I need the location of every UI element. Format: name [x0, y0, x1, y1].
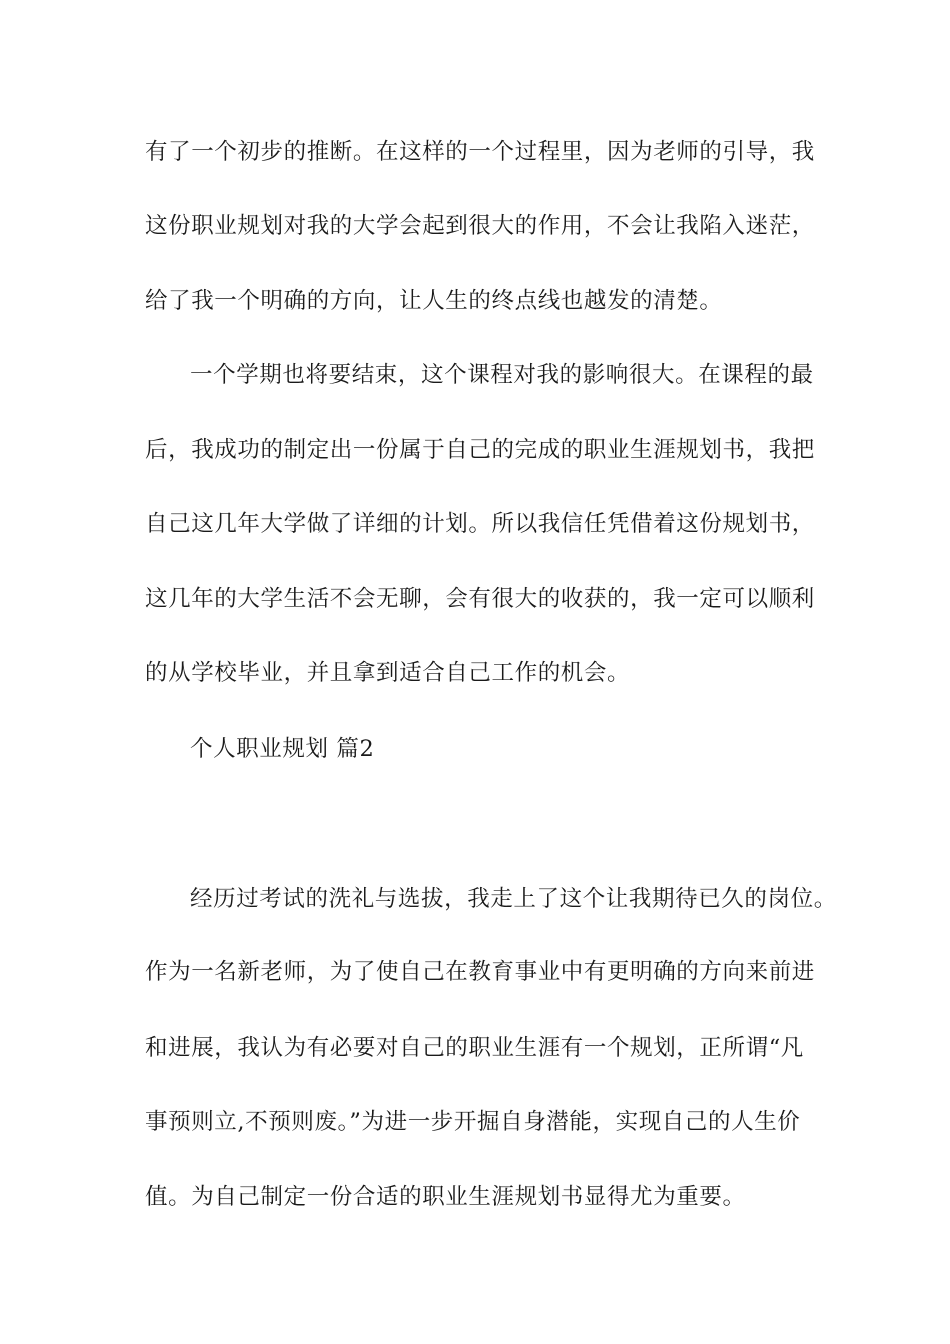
paragraph-line: 自己这几年大学做了详细的计划。所以我信任凭借着这份规划书， — [145, 511, 815, 537]
paragraph-line: 后，我成功的制定出一份属于自己的完成的职业生涯规划书，我把 — [145, 437, 815, 463]
paragraph-line: 这份职业规划对我的大学会起到很大的作用，不会让我陷入迷茫， — [145, 213, 815, 239]
paragraph-line: 一个学期也将要结束，这个课程对我的影响很大。在课程的最 — [190, 362, 814, 388]
paragraph-line: 作为一名新老师，为了使自己在教育事业中有更明确的方向来前进 — [145, 959, 815, 985]
section-heading: 个人职业规划 篇2 — [190, 736, 375, 762]
paragraph-line: 有了一个初步的推断。在这样的一个过程里，因为老师的引导，我 — [145, 139, 815, 165]
paragraph-line: 事预则立,不预则废。”为进一步开掘自身潜能，实现自己的人生价 — [145, 1109, 801, 1135]
paragraph-line: 这几年的大学生活不会无聊，会有很大的收获的，我一定可以顺利 — [145, 586, 815, 612]
paragraph-line: 经历过考试的洗礼与选拔，我走上了这个让我期待已久的岗位。 — [190, 886, 837, 912]
paragraph-line: 的从学校毕业，并且拿到适合自己工作的机会。 — [145, 660, 631, 686]
paragraph-line: 给了我一个明确的方向，让人生的终点线也越发的清楚。 — [145, 288, 723, 314]
paragraph-line: 值。为自己制定一份合适的职业生涯规划书显得尤为重要。 — [145, 1184, 746, 1210]
paragraph-line: 和进展，我认为有必要对自己的职业生涯有一个规划，正所谓“凡 — [145, 1035, 804, 1061]
